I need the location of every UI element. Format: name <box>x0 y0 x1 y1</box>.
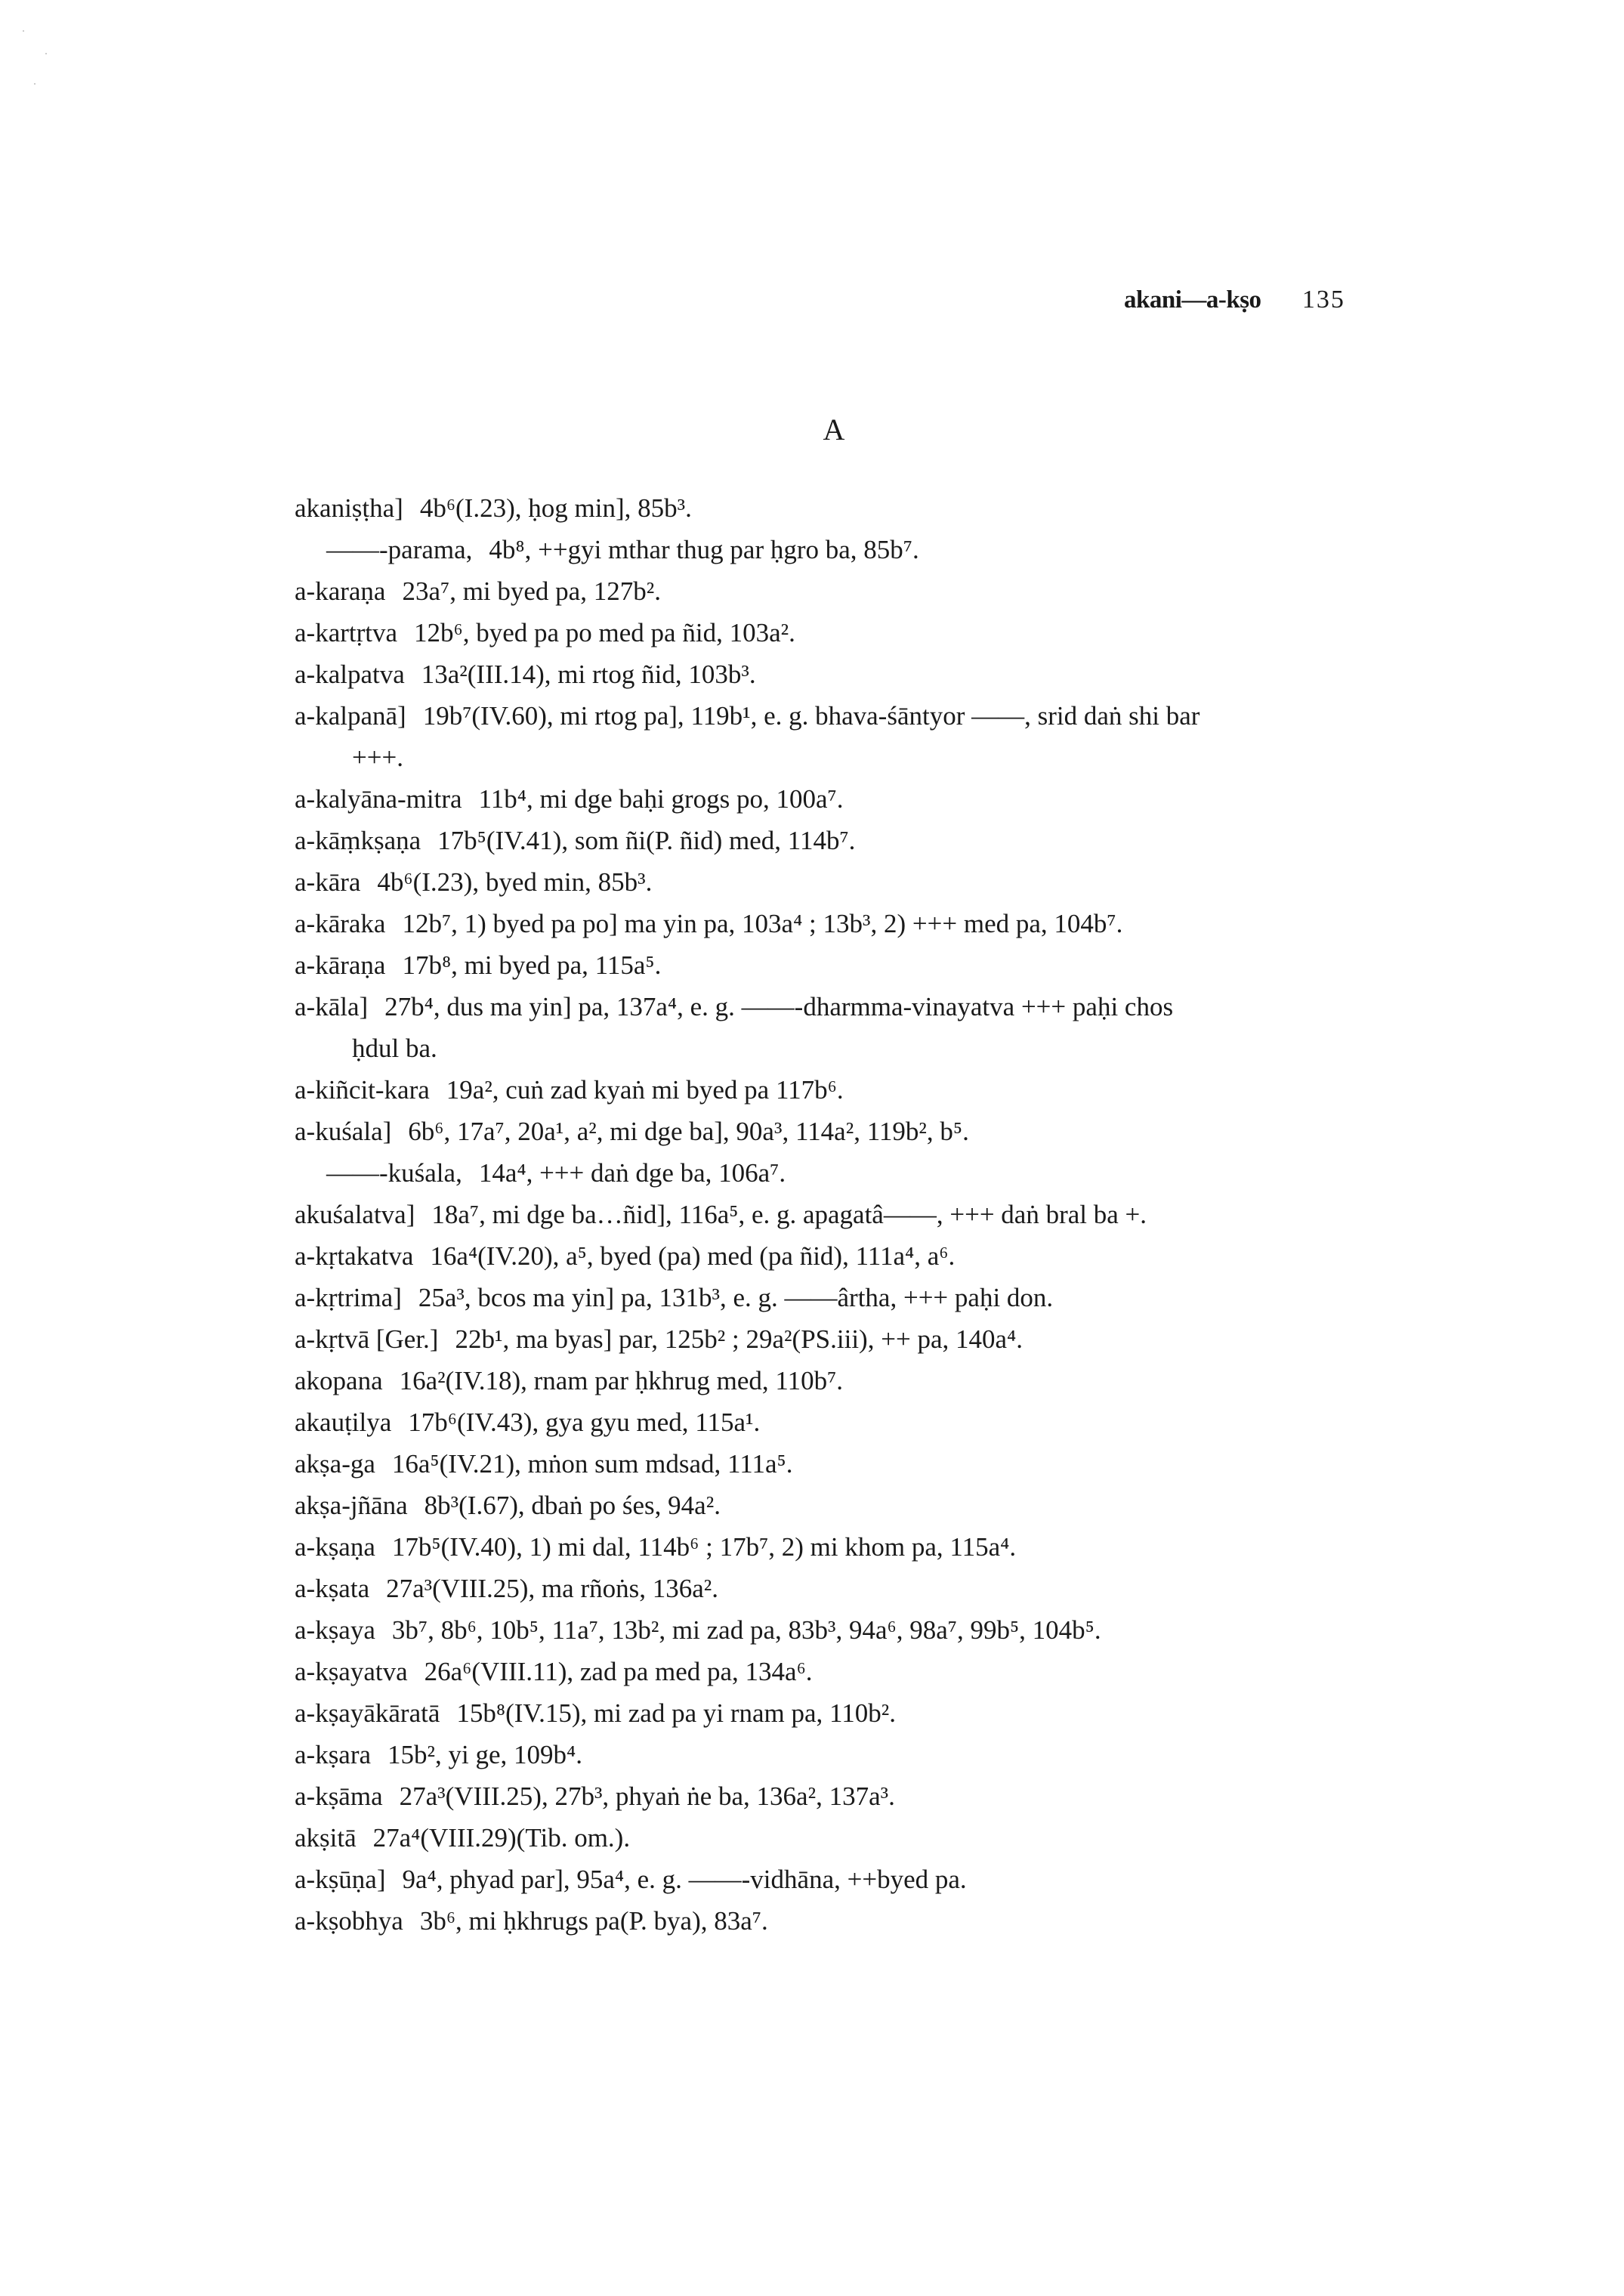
entry <box>295 778 1199 820</box>
entry-body: 4b⁶(I.23), ḥog min], 85b³. <box>419 493 692 523</box>
entry-continuation: ḥdul ba. <box>352 1034 437 1063</box>
entry <box>295 1277 1199 1318</box>
section-letter: A <box>823 413 845 447</box>
entry-body: 17b⁸, mi byed pa, 115a⁵. <box>402 950 662 980</box>
entry <box>295 1859 1199 1900</box>
entry-headword: a-kalpatva <box>295 660 405 689</box>
entry-continuation: +++. <box>352 743 403 772</box>
entry-headword: a-kṣūṇa] <box>295 1865 386 1894</box>
entry <box>295 986 1199 1027</box>
entry-body: 8b³(I.67), dbaṅ po śes, 94a². <box>424 1491 721 1520</box>
entry-body: 25a³, bcos ma yin] pa, 131b³, e. g. ——ârtha, +++ paḥi don. <box>418 1283 1054 1312</box>
entry-body: 17b⁵(IV.40), 1) mi dal, 114b⁶ ; 17b⁷, 2) mi khom pa, 115a⁴. <box>391 1532 1017 1562</box>
page-number: 135 <box>1301 286 1345 314</box>
dictionary-entries <box>295 487 1199 1942</box>
entry-headword: a-kāla] <box>295 992 369 1021</box>
entry <box>295 1526 1199 1568</box>
scan-speck <box>23 30 24 32</box>
entry-headword: a-kṛtakatva <box>295 1241 414 1271</box>
entry-headword: ——-parama, <box>326 535 473 564</box>
entry-body: 23a⁷, mi byed pa, 127b². <box>402 576 661 606</box>
entry <box>295 1235 1199 1277</box>
entry-headword: a-kāra <box>295 867 361 897</box>
entry-body: 6b⁶, 17a⁷, 20a¹, a², mi dge ba], 90a³, 114a², 119b², b⁵. <box>408 1117 969 1146</box>
entry <box>295 861 1199 903</box>
entry-headword: a-kṣayatva <box>295 1657 408 1686</box>
running-head <box>1124 286 1345 314</box>
entry <box>295 1318 1199 1360</box>
entry <box>295 820 1199 861</box>
entry <box>295 1111 1199 1152</box>
entry-body: 4b⁶(I.23), byed min, 85b³. <box>377 867 653 897</box>
entry-headword: a-kṣobhya <box>295 1906 403 1936</box>
entry-body: 3b⁷, 8b⁶, 10b⁵, 11a⁷, 13b², mi zad pa, 83b³, 94a⁶, 98a⁷, 99b⁵, 104b⁵. <box>391 1615 1101 1645</box>
entry-headword: a-karaṇa <box>295 576 386 606</box>
entry-body: 27a³(VIII.25), ma rñoṅs, 136a². <box>386 1574 719 1603</box>
scan-speck <box>45 53 47 54</box>
entry-body: 27a³(VIII.25), 27b³, phyaṅ ṅe ba, 136a², 137a³. <box>399 1781 895 1811</box>
entry-body: 27a⁴(VIII.29)(Tib. om.). <box>372 1823 631 1853</box>
entry-body: 3b⁶, mi ḥkhrugs pa(P. bya), 83a⁷. <box>419 1906 768 1936</box>
entry <box>295 612 1199 654</box>
entry <box>295 654 1199 695</box>
entry <box>295 1692 1199 1734</box>
entry-headword: a-kṣaṇa <box>295 1532 375 1562</box>
entry <box>295 1443 1199 1485</box>
entry-body: 17b⁶(IV.43), gya gyu med, 115a¹. <box>408 1408 761 1437</box>
entry <box>295 1568 1199 1609</box>
entry-headword: a-kalpanā] <box>295 701 406 731</box>
entry-headword: a-kṣayākāratā <box>295 1698 440 1728</box>
entry <box>295 1401 1199 1443</box>
entry-headword: akuśalatva] <box>295 1200 415 1229</box>
entry-body: 16a²(IV.18), rnam par ḥkhrug med, 110b⁷. <box>399 1366 844 1395</box>
entry-body: 19a², cuṅ zad kyaṅ mi byed pa 117b⁶. <box>446 1075 844 1105</box>
entry-body: 16a⁴(IV.20), a⁵, byed (pa) med (pa ñid), 111a⁴, a⁶. <box>430 1241 956 1271</box>
entry-body: 11b⁴, mi dge baḥi grogs po, 100a⁷. <box>478 784 844 814</box>
entry <box>295 1069 1199 1111</box>
entry-headword: a-kartṛtva <box>295 618 398 647</box>
entry-body: 15b⁸(IV.15), mi zad pa yi rnam pa, 110b². <box>456 1698 896 1728</box>
entry-body: 15b², yi ge, 109b⁴. <box>387 1740 583 1769</box>
entry <box>295 903 1199 944</box>
entry <box>295 570 1199 612</box>
entry <box>295 487 1199 529</box>
entry-headword: akaniṣṭha] <box>295 493 403 523</box>
entry <box>295 944 1199 986</box>
entry-headword: akṣa-jñāna <box>295 1491 408 1520</box>
entry-body: 12b⁷, 1) byed pa po] ma yin pa, 103a⁴ ; 13b³, 2) +++ med pa, 104b⁷. <box>402 909 1123 938</box>
entry-headword: a-kāraka <box>295 909 386 938</box>
entry-headword: a-kāraṇa <box>295 950 386 980</box>
entry-headword: a-kṣara <box>295 1740 372 1769</box>
entry <box>295 1194 1199 1235</box>
entry-body: 14a⁴, +++ daṅ dge ba, 106a⁷. <box>478 1158 786 1188</box>
entry-body: 13a²(III.14), mi rtog ñid, 103b³. <box>421 660 756 689</box>
entry-headword: akauṭilya <box>295 1408 392 1437</box>
entry-body: 27b⁴, dus ma yin] pa, 137a⁴, e. g. ——-dharmma-vinayatva +++ paḥi chos <box>384 992 1174 1021</box>
entry-headword: a-kuśala] <box>295 1117 392 1146</box>
entry-body: 26a⁶(VIII.11), zad pa med pa, 134a⁶. <box>424 1657 813 1686</box>
entry-body: 12b⁶, byed pa po med pa ñid, 103a². <box>414 618 795 647</box>
entry <box>295 1775 1199 1817</box>
entry-headword: a-kṛtvā [Ger.] <box>295 1324 439 1354</box>
entry-headword: a-kṣata <box>295 1574 370 1603</box>
sub-entry <box>295 1152 1199 1194</box>
entry-headword: a-kiñcit-kara <box>295 1075 430 1105</box>
entry <box>295 1734 1199 1775</box>
entry-headword: akṣitā <box>295 1823 357 1853</box>
scan-speck <box>34 83 36 85</box>
entry-headword: a-kāṃkṣaṇa <box>295 826 421 855</box>
entry <box>295 1360 1199 1401</box>
entry <box>295 1485 1199 1526</box>
entry-headword: ——-kuśala, <box>326 1158 462 1188</box>
entry-headword: a-kalyāna-mitra <box>295 784 462 814</box>
entry-body: 19b⁷(IV.60), mi rtog pa], 119b¹, e. g. bhava-śāntyor ——, srid daṅ shi bar <box>422 701 1200 731</box>
entry-body: 16a⁵(IV.21), mṅon sum mdsad, 111a⁵. <box>391 1449 793 1479</box>
entry-headword: a-kṛtrima] <box>295 1283 402 1312</box>
entry <box>295 1609 1199 1651</box>
entry-body: 9a⁴, phyad par], 95a⁴, e. g. ——-vidhāna, ++byed pa. <box>402 1865 967 1894</box>
running-head-title: akani—a-kṣo <box>1124 286 1261 314</box>
entry <box>295 1900 1199 1942</box>
entry-headword: akṣa-ga <box>295 1449 375 1479</box>
entry-headword: a-kṣaya <box>295 1615 375 1645</box>
entry-body: 18a⁷, mi dge ba…ñid], 116a⁵, e. g. apagatâ——, +++ daṅ bral ba +. <box>431 1200 1147 1229</box>
entry <box>295 1817 1199 1859</box>
entry <box>295 1651 1199 1692</box>
sub-entry <box>295 529 1199 570</box>
entry-body: 4b⁸, ++gyi mthar thug par ḥgro ba, 85b⁷. <box>489 535 919 564</box>
entry-body: 17b⁵(IV.41), som ñi(P. ñid) med, 114b⁷. <box>437 826 856 855</box>
entry <box>295 695 1199 737</box>
entry-headword: a-kṣāma <box>295 1781 383 1811</box>
entry-body: 22b¹, ma byas] par, 125b² ; 29a²(PS.iii), ++ pa, 140a⁴. <box>455 1324 1023 1354</box>
entry-headword: akopana <box>295 1366 383 1395</box>
